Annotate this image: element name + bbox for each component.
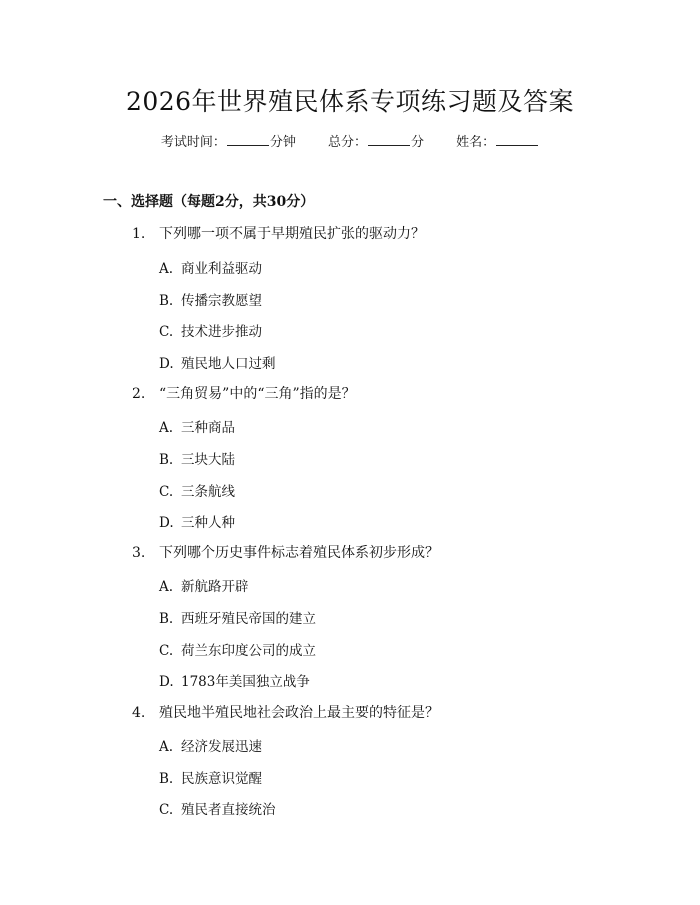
option-text: 殖民地人口过剩: [181, 356, 276, 372]
option-letter: B.: [159, 293, 174, 309]
exam-time-label: 考试时间：: [160, 135, 226, 150]
question-4: [132, 702, 439, 722]
option-text: 1783年美国独立战争: [181, 674, 310, 690]
question-3-option-b: [159, 607, 316, 627]
option-letter: D.: [159, 356, 174, 372]
student-name-field: [456, 131, 539, 150]
question-number: 2.: [132, 386, 146, 402]
option-letter: B.: [159, 452, 174, 468]
option-text: 新航路开辟: [181, 579, 249, 595]
question-2-option-a: [159, 416, 235, 436]
option-letter: C.: [159, 484, 174, 500]
option-letter: B.: [159, 611, 174, 627]
option-letter: C.: [159, 643, 174, 659]
option-text: 经济发展迅速: [181, 739, 262, 755]
option-letter: D.: [159, 515, 174, 531]
question-number: 3.: [132, 545, 146, 561]
option-letter: A.: [159, 261, 174, 277]
question-text: 下列哪一项不属于早期殖民扩张的驱动力？: [159, 226, 425, 242]
exam-time-blank: [227, 133, 269, 146]
question-text: “三角贸易”中的“三角”指的是？: [159, 386, 356, 402]
option-letter: B.: [159, 771, 174, 787]
question-2: [132, 383, 356, 403]
question-2-option-d: [159, 511, 235, 531]
option-letter: C.: [159, 802, 174, 818]
option-text: 技术进步推动: [181, 324, 262, 340]
student-name-label: 姓名：: [456, 135, 496, 150]
option-text: 商业利益驱动: [181, 261, 262, 277]
question-3-option-a: [159, 575, 249, 595]
question-number: 4.: [132, 705, 146, 721]
page-title: 2026年世界殖民体系专项练习题及答案: [125, 87, 575, 116]
exam-time-field: [161, 131, 296, 150]
question-text: 下列哪个历史事件标志着殖民体系初步形成？: [159, 545, 439, 561]
question-4-option-b: [159, 767, 262, 787]
total-score-label: 总分：: [327, 135, 367, 150]
question-1-option-d: [159, 352, 276, 372]
question-2-option-c: [159, 480, 235, 500]
option-text: 荷兰东印度公司的成立: [181, 643, 316, 659]
question-1-option-c: [159, 320, 262, 340]
student-name-blank: [496, 133, 538, 146]
option-letter: A.: [159, 579, 174, 595]
option-text: 三条航线: [181, 484, 235, 500]
question-4-option-a: [159, 735, 262, 755]
total-score-unit: 分: [411, 135, 425, 150]
exam-time-unit: 分钟: [269, 135, 296, 150]
option-text: 殖民者直接统治: [181, 802, 276, 818]
option-text: 民族意识觉醒: [181, 771, 262, 787]
section-title-multiple-choice: 一、选择题（每题2分，共30分）: [103, 194, 315, 210]
question-number: 1.: [132, 226, 146, 242]
option-letter: A.: [159, 420, 174, 436]
option-text: 三块大陆: [181, 452, 235, 468]
question-1: [132, 223, 425, 243]
exam-info-line: [0, 131, 700, 150]
question-2-option-b: [159, 448, 235, 468]
question-text: 殖民地半殖民地社会政治上最主要的特征是？: [159, 705, 439, 721]
question-3: [132, 542, 439, 562]
option-letter: C.: [159, 324, 174, 340]
question-3-option-d: [159, 670, 310, 690]
question-1-option-b: [159, 289, 262, 309]
question-1-option-a: [159, 257, 262, 277]
option-text: 传播宗教愿望: [181, 293, 262, 309]
option-text: 西班牙殖民帝国的建立: [181, 611, 316, 627]
option-letter: D.: [159, 674, 174, 690]
total-score-blank: [368, 133, 410, 146]
option-text: 三种人种: [181, 515, 235, 531]
question-4-option-c: [159, 798, 276, 818]
option-letter: A.: [159, 739, 174, 755]
question-3-option-c: [159, 639, 316, 659]
option-text: 三种商品: [181, 420, 235, 436]
total-score-field: [328, 131, 424, 150]
